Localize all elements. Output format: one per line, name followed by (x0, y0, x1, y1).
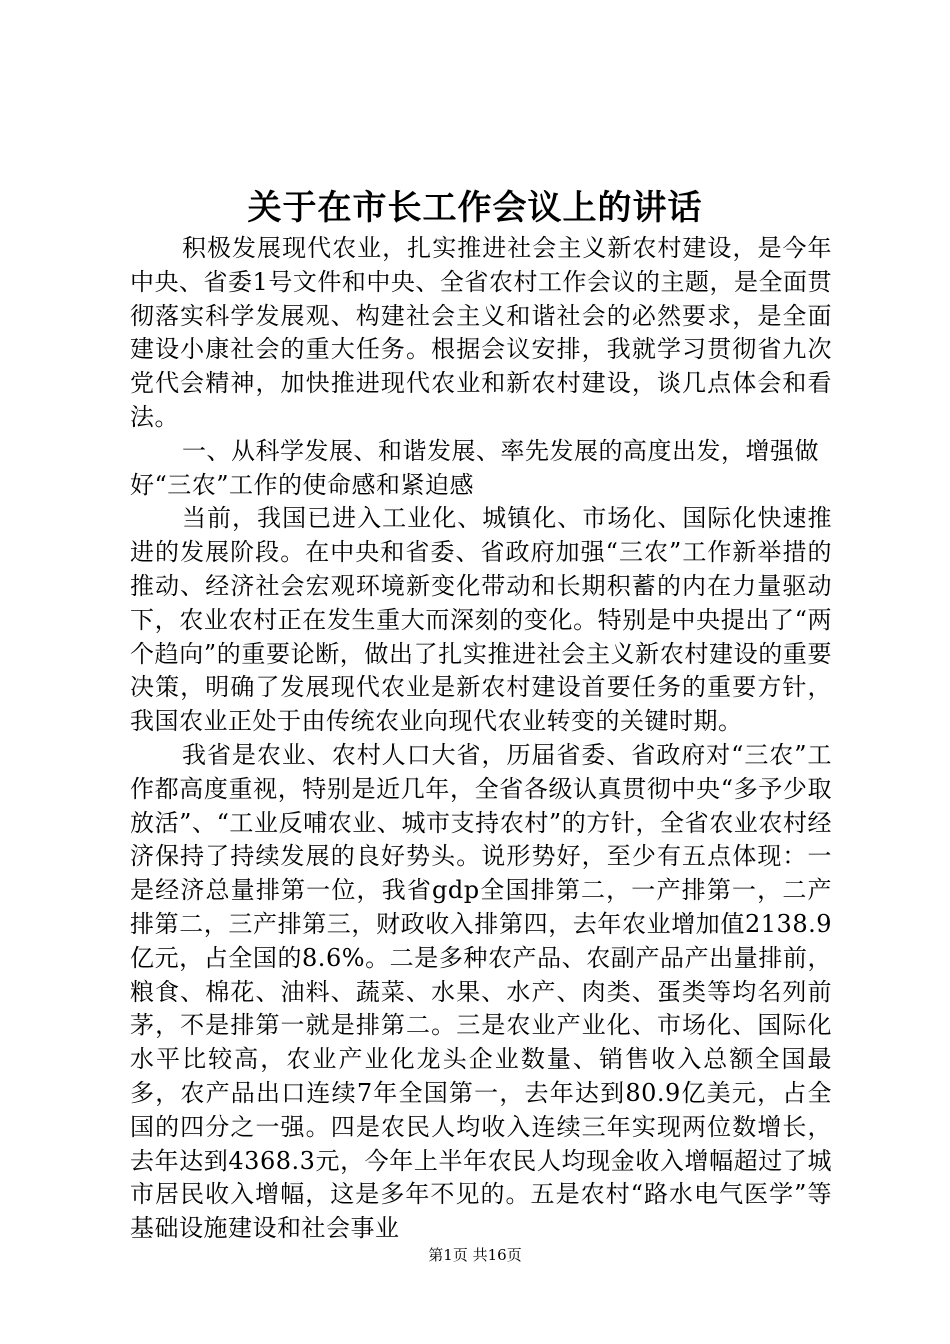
section-heading-1: 一、从科学发展、和谐发展、率先发展的高度出发，增强做好“三农”工作的使命感和紧迫感 (130, 436, 819, 499)
document-body (130, 232, 832, 1246)
paragraph-current-situation: 当前，我国已进入工业化、城镇化、市场化、国际化快速推进的发展阶段。在中央和省委、省政府加强“三农”工作新举措的推动、经济社会宏观环境新变化带动和长期积蓄的内在力量驱动下，农业农村正在发生重大而深刻的变化。特别是中央提出了“两个趋向”的重要论断，做出了扎实推进社会主义新农村建设的重要决策，明确了发展现代农业是新农村建设首要任务的重要方针，我国农业正处于由传统农业向现代农业转变的关键时期。 (130, 504, 832, 736)
paragraph-intro: 积极发展现代农业，扎实推进社会主义新农村建设，是今年中央、省委1号文件和中央、全省农村工作会议的主题，是全面贯彻落实科学发展观、构建社会主义和谐社会的必然要求，是全面建设小康社会的重大任务。根据会议安排，我就学习贯彻省九次党代会精神，加快推进现代农业和新农村建设，谈几点体会和看法。 (130, 234, 832, 431)
paragraph-province-situation: 我省是农业、农村人口大省，历届省委、省政府对“三农”工作都高度重视，特别是近几年，全省各级认真贯彻中央“多予少取放活”、“工业反哺农业、城市支持农村”的方针，全省农业农村经济保持了持续发展的良好势头。说形势好，至少有五点体现：一是经济总量排第一位，我省gdp全国排第二，一产排第一，二产排第二，三产排第三，财政收入排第四，去年农业增加值2138.9亿元，占全国的8.6%。二是多种农产品、农副产品产出量排前，粮食、棉花、油料、蔬菜、水果、水产、肉类、蛋类等均名列前茅，不是排第一就是排第二。三是农业产业化、市场化、国际化水平比较高，农业产业化龙头企业数量、销售收入总额全国最多，农产品出口连续7年全国第一，去年达到80.9亿美元，占全国的四分之一强。四是农民人均收入连续三年实现两位数增长，去年达到4368.3元，今年上半年农民人均现金收入增幅超过了城市居民收入增幅，这是多年不见的。五是农村“路水电气医学”等基础设施建设和社会事业 (130, 740, 832, 1243)
page-footer: 第1页 共16页 (428, 1246, 522, 1264)
page-title: 关于在市长工作会议上的讲话 (247, 188, 703, 228)
